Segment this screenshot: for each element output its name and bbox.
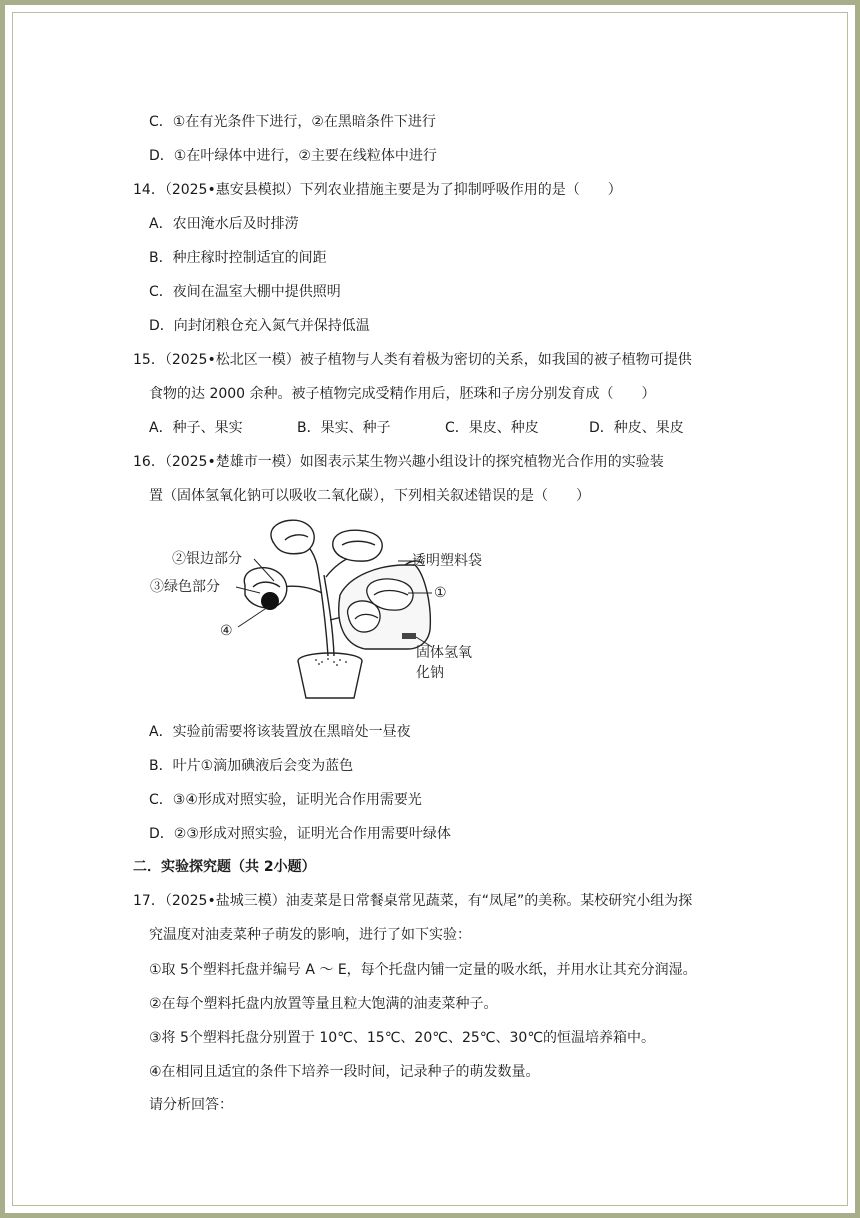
q14-stem: 14．（2025•惠安县模拟）下列农业措施主要是为了抑制呼吸作用的是（ ） <box>133 182 622 198</box>
q15-stem-line1: 15．（2025•松北区一模）被子植物与人类有着极为密切的关系，如我国的被子植物可提供 <box>133 352 692 368</box>
q15-option-c: C．果皮、种皮 <box>445 420 539 436</box>
q16-stem-line1: 16．（2025•楚雄市一模）如图表示某生物兴趣小组设计的探究植物光合作用的实验装 <box>133 454 664 470</box>
naoh-block <box>402 633 416 639</box>
q13-option-c: C．①在有光条件下进行，②在黑暗条件下进行 <box>149 114 436 130</box>
q16-option-b: B．叶片①滴加碘液后会变为蓝色 <box>149 758 354 774</box>
q14-option-a: A．农田淹水后及时排涝 <box>149 216 299 232</box>
section-heading-experiment: 二．实验探究题（共 2小题） <box>133 859 316 875</box>
flower-pot <box>298 653 362 698</box>
label-plastic-bag: 透明塑料袋 <box>412 553 482 569</box>
q16-option-d: D．②③形成对照实验，证明光合作用需要叶绿体 <box>149 826 451 842</box>
q13-option-d: D．①在叶绿体中进行，②主要在线粒体中进行 <box>149 148 437 164</box>
label-green-part: ③绿色部分 <box>150 579 220 595</box>
q16-stem-line2: 置（固体氢氧化钠可以吸收二氧化碳），下列相关叙述错误的是（ ） <box>149 488 590 504</box>
q15-stem-line2: 食物的达 2000 余种。被子植物完成受精作用后，胚珠和子房分别发育成（ ） <box>149 386 656 402</box>
q17-prompt: 请分析回答： <box>149 1097 233 1113</box>
q14-option-b: B．种庄稼时控制适宜的间距 <box>149 250 327 266</box>
label-4: ④ <box>220 623 233 639</box>
q17-stem-line1: 17．（2025•盐城三模）油麦菜是日常餐桌常见蔬菜，有“凤尾”的美称。某校研究小组为探 <box>133 893 693 909</box>
q17-step-3: ③将 5个塑料托盘分别置于 10℃、15℃、20℃、25℃、30℃的恒温培养箱中。 <box>149 1030 656 1046</box>
q17-step-2: ②在每个塑料托盘内放置等量且粒大饱满的油麦菜种子。 <box>149 996 498 1012</box>
label-1: ① <box>434 585 447 601</box>
q15-option-a: A．种子、果实 <box>149 420 243 436</box>
covered-leaf-spot <box>261 592 279 610</box>
q17-step-1: ①取 5个塑料托盘并编号 A ～ E，每个托盘内铺一定量的吸水纸，并用水让其充分润湿。 <box>149 962 697 978</box>
label-naoh-line2: 化钠 <box>416 665 444 681</box>
q15-option-d: D．种皮、果皮 <box>589 420 684 436</box>
label-silver-edge: ②银边部分 <box>172 551 242 567</box>
q17-stem-line2: 究温度对油麦菜种子萌发的影响，进行了如下实验： <box>149 927 471 943</box>
q14-option-c: C．夜间在温室大棚中提供照明 <box>149 284 341 300</box>
q15-option-b: B．果实、种子 <box>297 420 391 436</box>
q17-step-4: ④在相同且适宜的条件下培养一段时间，记录种子的萌发数量。 <box>149 1064 540 1080</box>
q16-option-c: C．③④形成对照实验，证明光合作用需要光 <box>149 792 422 808</box>
q16-experiment-figure <box>150 515 500 705</box>
q16-option-a: A．实验前需要将该装置放在黑暗处一昼夜 <box>149 724 411 740</box>
label-naoh-line1: 固体氢氧 <box>416 645 472 661</box>
q15-options <box>149 418 709 438</box>
q14-option-d: D．向封闭粮仓充入氮气并保持低温 <box>149 318 370 334</box>
